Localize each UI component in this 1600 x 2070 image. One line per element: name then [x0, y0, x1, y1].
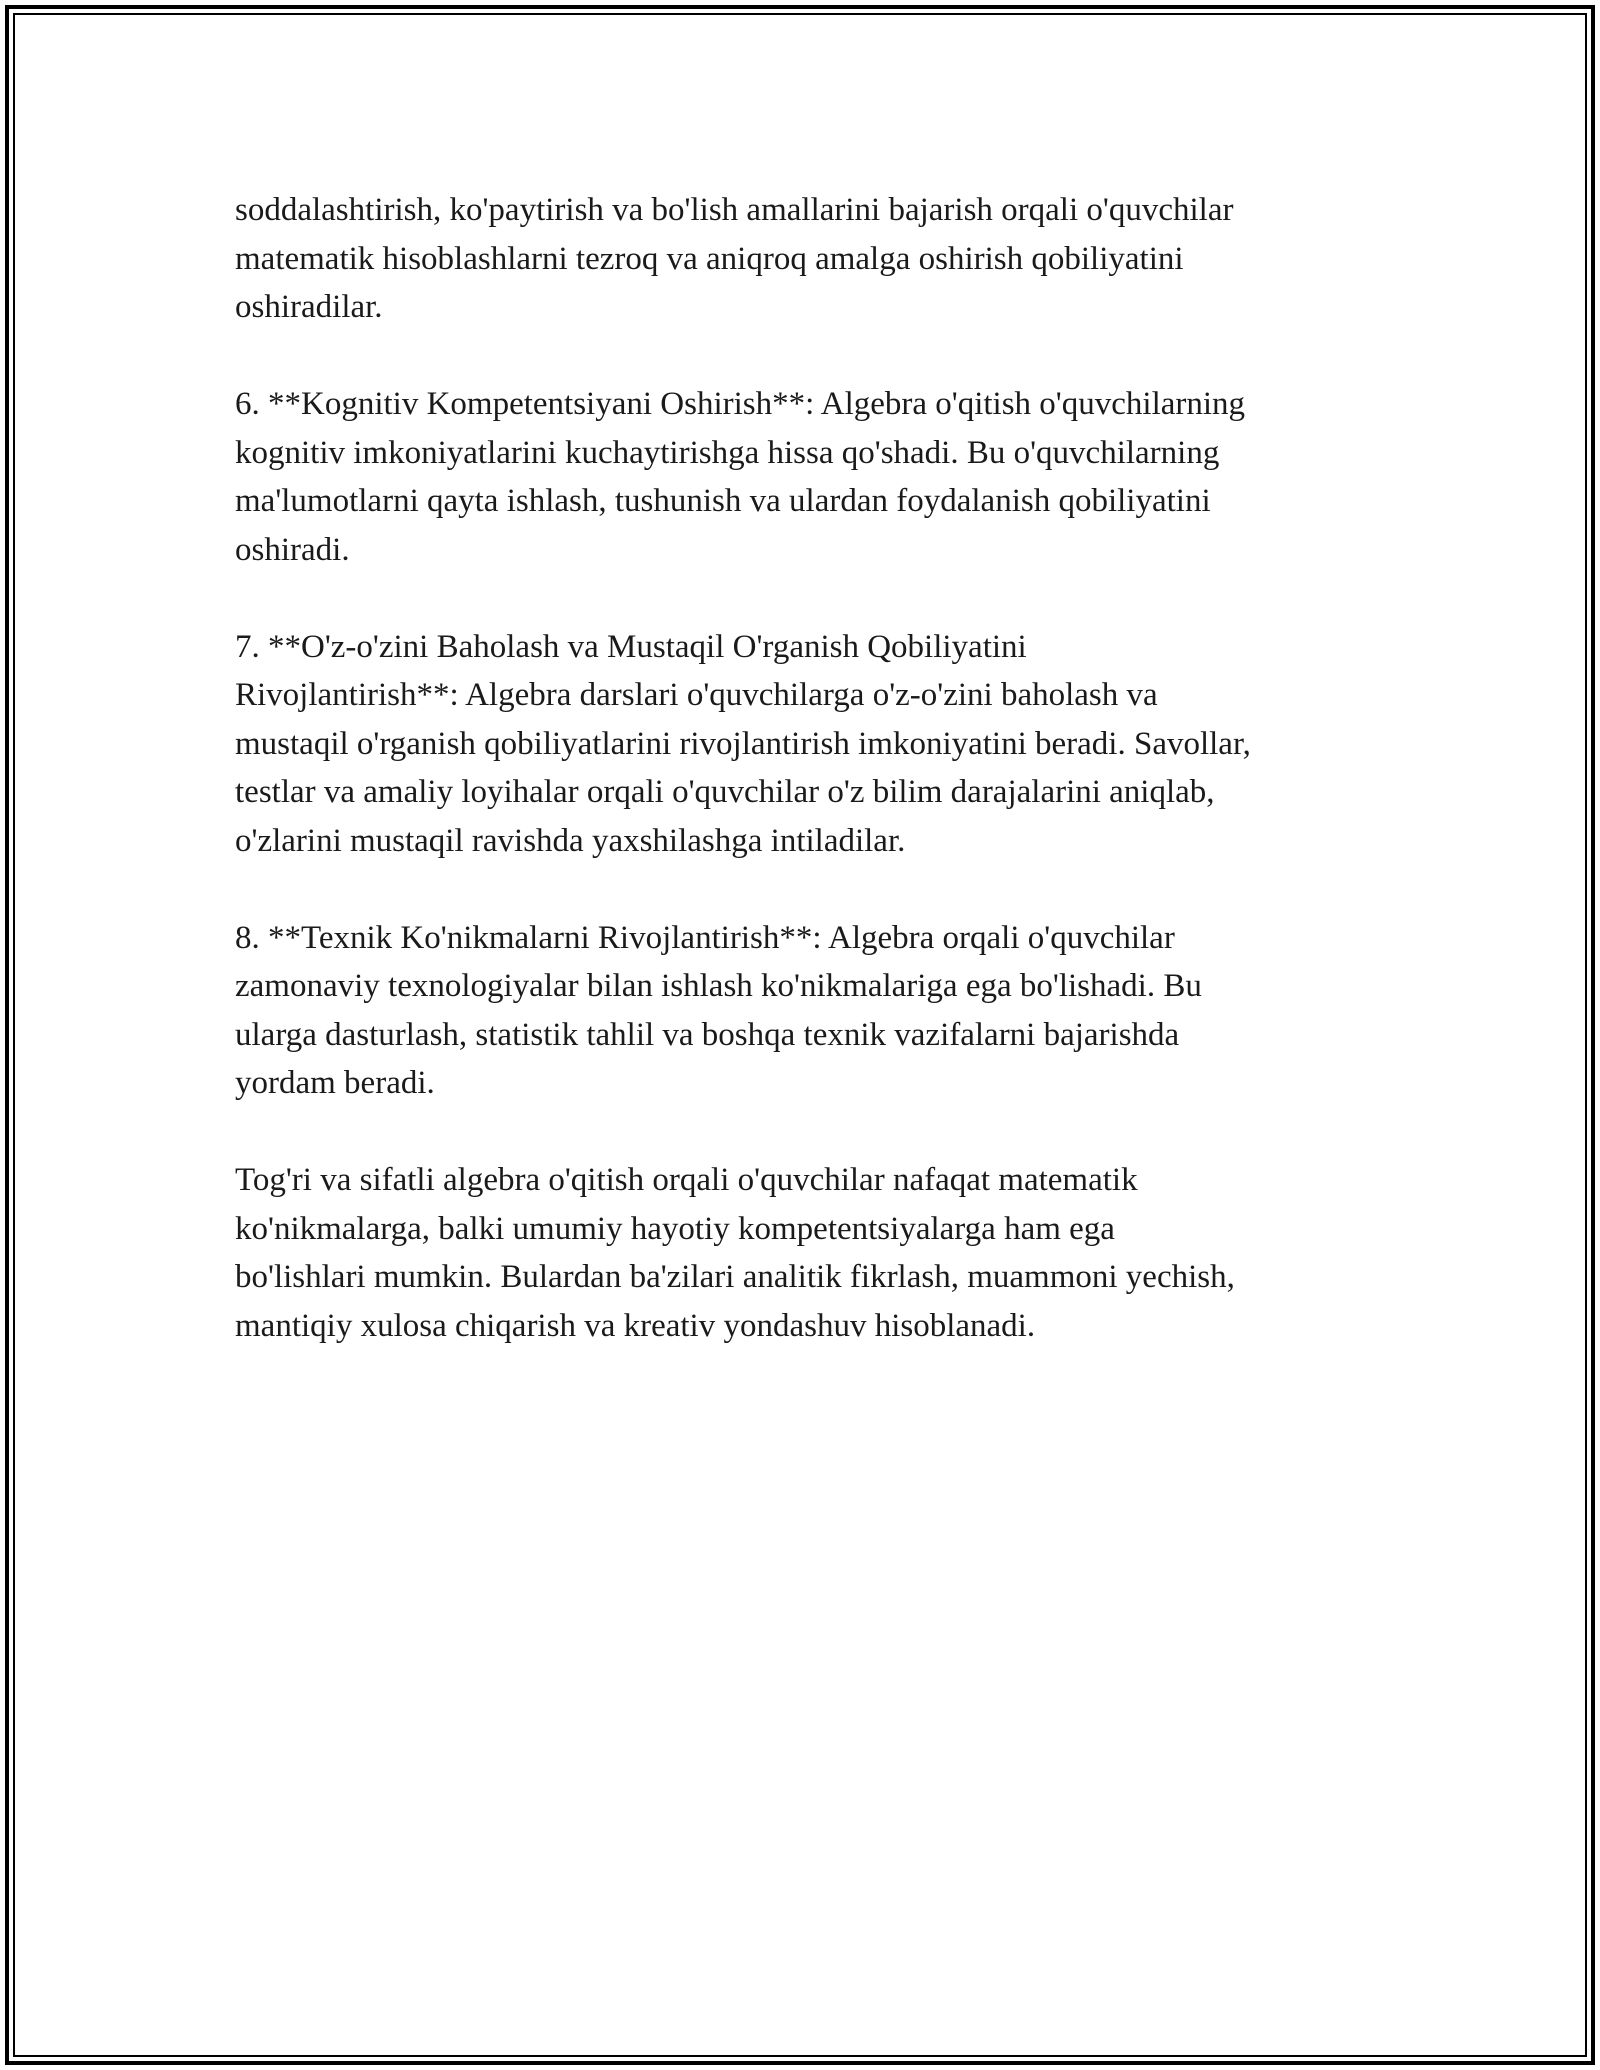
- text-line: ma'lumotlarni qayta ishlash, tushunish va ulardan foydalanish qobiliyatini: [235, 483, 1211, 519]
- text-line: o'zlarini mustaqil ravishda yaxshilashga intiladilar.: [235, 822, 906, 859]
- text-line: matematik hisoblashlarni tezroq va aniqroq amalga oshirish qobiliyatini: [235, 240, 1184, 277]
- text-line: Tog'ri va sifatli algebra o'qitish orqali o'quvchilar nafaqat matematik: [235, 1162, 1138, 1198]
- text-line: yordam beradi.: [235, 1065, 435, 1101]
- text-line: oshiradilar.: [235, 289, 383, 325]
- text-line: kognitiv imkoniyatlarini kuchaytirishga hissa qo'shadi. Bu o'quvchilarning: [235, 434, 1220, 471]
- text-line: zamonaviy texnologiyalar bilan ishlash ko'nikmalariga ega bo'lishadi. Bu: [235, 968, 1202, 1004]
- paragraph-conclusion: [235, 1156, 1380, 1350]
- text-line: mantiqiy xulosa chiqarish va kreativ yondashuv hisoblanadi.: [235, 1307, 1036, 1344]
- text-line: ularga dasturlash, statistik tahlil va boshqa texnik vazifalarni bajarishda: [235, 1016, 1180, 1053]
- text-line: Rivojlantirish**: Algebra darslari o'quvchilarga o'z-o'zini baholash va: [235, 677, 1158, 713]
- paragraph-item-8: [235, 914, 1380, 1108]
- text-line: testlar va amaliy loyihalar orqali o'quvchilar o'z bilim darajalarini aniqlab,: [235, 774, 1215, 810]
- text-line: oshiradi.: [235, 531, 350, 568]
- text-line: mustaqil o'rganish qobiliyatlarini rivojlantirish imkoniyatini beradi. Savollar,: [235, 725, 1251, 762]
- text-line: 6. **Kognitiv Kompetentsiyani Oshirish**: Algebra o'qitish o'quvchilarning: [235, 386, 1246, 422]
- text-line: 7. **O'z-o'zini Baholash va Mustaqil O'rganish Qobiliyatini: [235, 628, 1027, 665]
- paragraph-continuation: [235, 186, 1380, 332]
- text-line: 8. **Texnik Ko'nikmalarni Rivojlantirish**: Algebra orqali o'quvchilar: [235, 919, 1175, 956]
- text-line: ko'nikmalarga, balki umumiy hayotiy kompetentsiyalarga ham ega: [235, 1210, 1115, 1247]
- text-line: bo'lishlari mumkin. Bulardan ba'zilari analitik fikrlash, muammoni yechish,: [235, 1259, 1235, 1295]
- document-body: [235, 186, 1380, 1399]
- paragraph-item-7: [235, 623, 1380, 866]
- text-line: soddalashtirish, ko'paytirish va bo'lish amallarini bajarish orqali o'quvchilar: [235, 192, 1234, 228]
- paragraph-item-6: [235, 380, 1380, 574]
